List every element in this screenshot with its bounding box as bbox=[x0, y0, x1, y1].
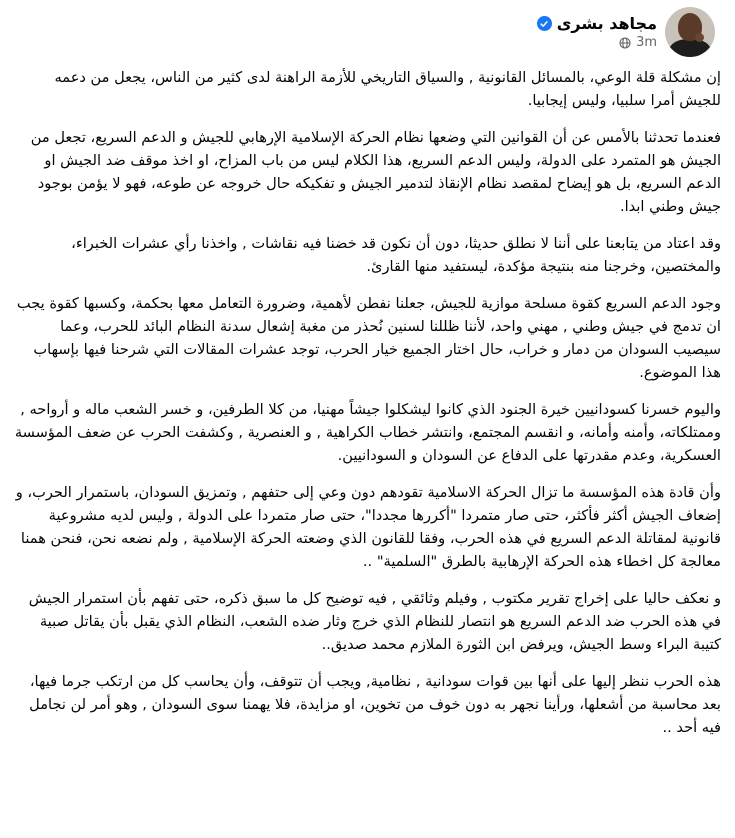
author-name[interactable]: مجاهد بشرى bbox=[556, 14, 657, 33]
post-author bbox=[537, 6, 715, 58]
post-header bbox=[0, 0, 735, 62]
author-name-row bbox=[537, 14, 657, 33]
post-paragraph: وأن قادة هذه المؤسسة ما تزال الحركة الاسلامية تقودهم دون وعي إلى حتفهم , وتمزيق السودان، باستمرار الحرب، و إضعاف الجيش أكثر فأكثر، حتى صار متمردا "أكررها مجددا"، حتى صار متمردا على الدولة , وليس لديه مشروعية قانونية لمقاتلة الدعم السريع في هذه الحرب، وفقا للقانون الذي وضعته الحركة الإسلامية , ولم نضعه نحن، فنحن همنا معالجة كل اخطاء هذه الحركة الإرهابية بالطرق "السلمية" .. bbox=[15, 484, 721, 570]
post-paragraph: وقد اعتاد من يتابعنا على أننا لا نطلق حديثا، دون أن نكون قد خضنا فيه نقاشات , واخذنا رأي عشرات الخبراء، والمختصين، وخرجنا منه بنتيجة مؤكدة، ليستفيد منها القارئ. bbox=[71, 235, 721, 275]
avatar[interactable] bbox=[665, 7, 715, 57]
author-info bbox=[537, 14, 657, 50]
post-paragraph: إن مشكلة قلة الوعي، بالمسائل القانونية , والسياق التاريخي للأزمة الراهنة لدى كثير من الناس، يجعل من دعمه للجيش أمرا سلبيا، وليس إيجابيا. bbox=[54, 69, 721, 109]
post-paragraph: وجود الدعم السريع كقوة مسلحة موازية للجيش، جعلنا نفطن لأهمية، وضرورة التعامل معها بحكمة، وكسبها كقوة يجب ان تدمج في جيش وطني , مهني واحد، لأننا ظللنا لسنين نُحذر من مغبة إشعال سدنة النظام البائد للحرب، وعما سيصيب السودان من دمار و خراب، حال اختار الجميع خيار الحرب، توجد عشرات المقالات التي شرحنا فيها بإسهاب هذا الموضوع. bbox=[16, 295, 721, 381]
post-paragraph: هذه الحرب ننظر إليها على أنها بين قوات سودانية , نظامية, ويجب أن تتوقف، وأن يحاسب كل من ارتكب جرما فيها، بعد محاسبة من أشعلها، ورأينا نجهر به دون خوف من تخوين، او مزايدة، فلا يهمنا سوى السودان , وهو أمر لن نجامل فيه أحد .. bbox=[29, 673, 721, 736]
post-meta bbox=[619, 35, 657, 50]
verified-badge-icon bbox=[537, 16, 552, 31]
post-paragraph: فعندما تحدثنا بالأمس عن أن القوانين التي وضعها نظام الحركة الإسلامية الإرهابي للجيش و الدعم السريع، تجعل من الجيش هو المتمرد على الدولة، وليس الدعم السريع، هذا الكلام ليس من باب المزاح، او اخذ موقف ضد الجيش او الدعم السريع، بل هو إيضاح لمقصد نظام الإنقاذ لتدمير الجيش و تفكيكه حال خروجه عن طوعه، فهو لا يؤمن بوجود جيش وطني ابدا. bbox=[30, 129, 721, 215]
post-body bbox=[14, 66, 721, 753]
post-timestamp[interactable]: 3m bbox=[636, 35, 657, 50]
globe-icon bbox=[619, 37, 631, 49]
post-paragraph: واليوم خسرنا كسودانيين خيرة الجنود الذي كانوا ليشكلوا جيشاً مهنيا، من كلا الطرفين، و خسر الشعب ماله و أرواحه , وممتلكاته، وأمنه وأمانه، و انقسم المجتمع، وانتشر خطاب الكراهية , و العنصرية , وكشفت الحرب عن ضعف المؤسسة العسكرية، وعدم مقدرتها على الدفاع عن السودان و السودانيين. bbox=[14, 401, 721, 464]
post-paragraph: و نعكف حاليا على إخراج تقرير مكتوب , وفيلم وثائقي , فيه توضيح كل ما سبق ذكره، حتى تفهم بأن استمرار الجيش في هذه الحرب ضد الدعم السريع هو انتصار للنظام الذي خرج وثار ضده الشعب، النظام الذي يقبل بأن يقاتل صبية كتيبة البراء وسط الجيش، ويرفض ابن الثورة الملازم محمد صديق.. bbox=[28, 590, 721, 653]
